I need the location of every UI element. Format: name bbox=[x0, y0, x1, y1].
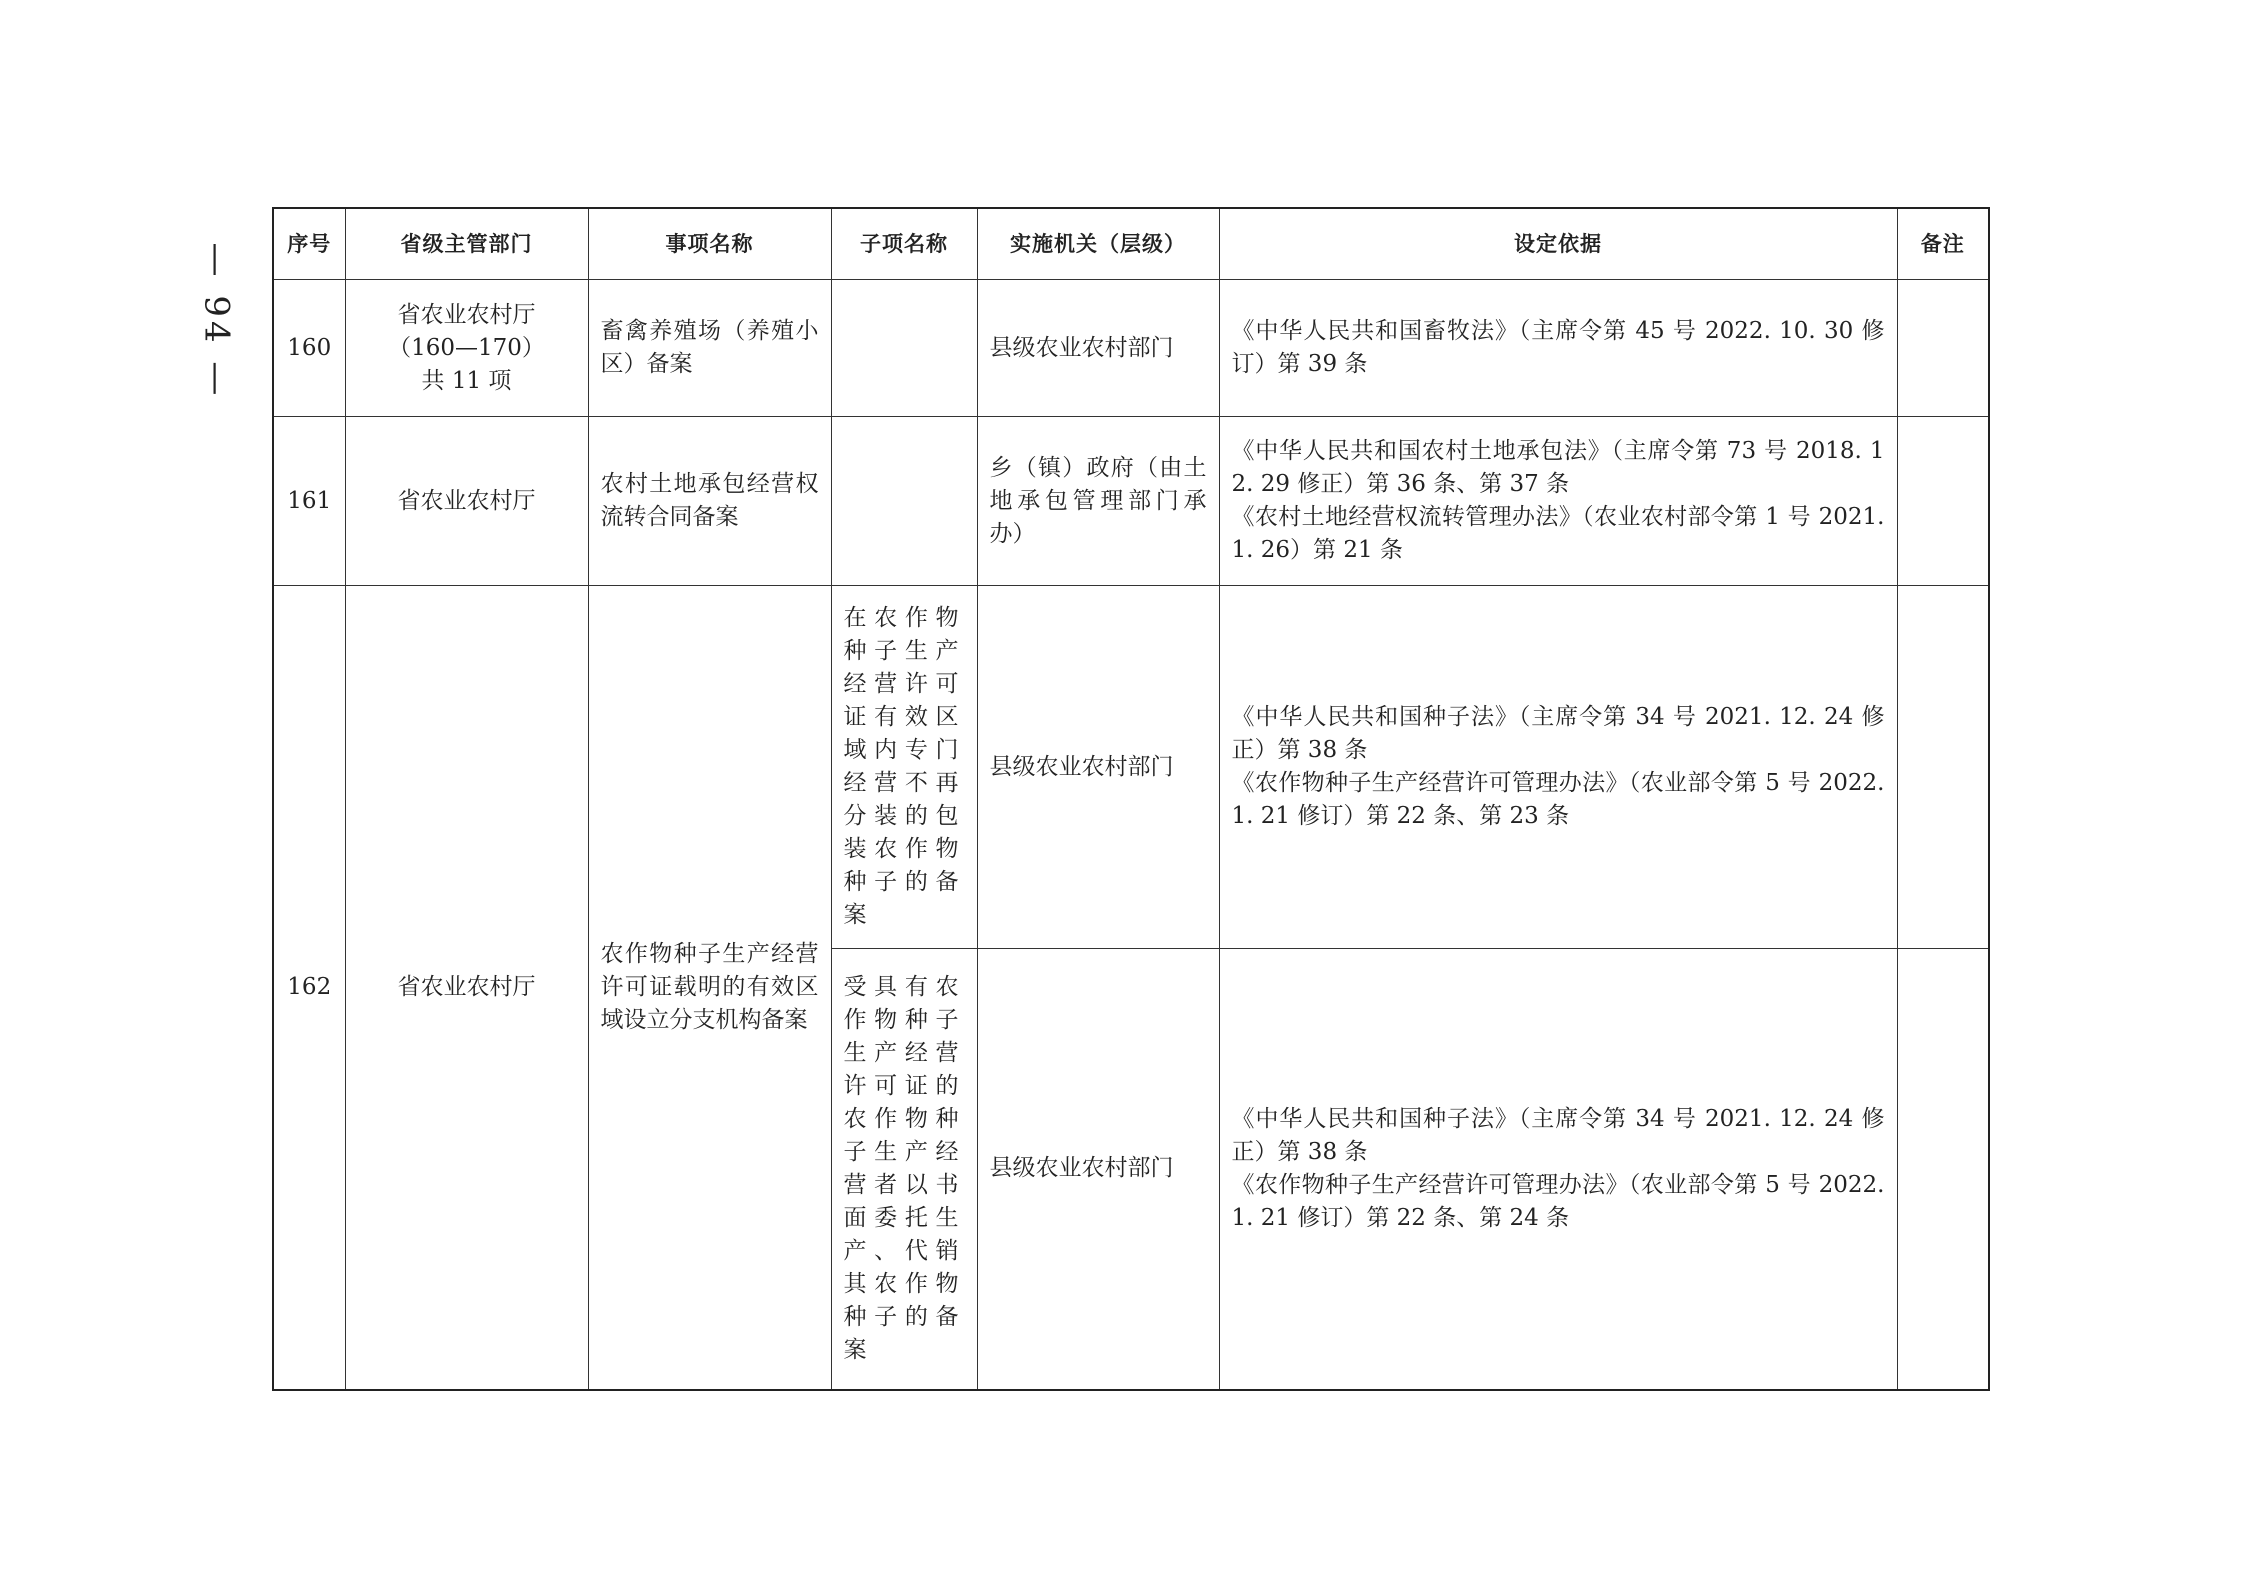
note-cell bbox=[1897, 417, 1989, 586]
subitem-cell bbox=[831, 417, 977, 586]
basis-line: 《中华人民共和国农村土地承包法》（主席令第 73 号 2018. 12. 29 修正）第 36 条、第 37 条 bbox=[1231, 438, 1885, 497]
agency-cell: 乡（镇）政府（由土地承包管理部门承办） bbox=[977, 417, 1219, 586]
item-cell: 农作物种子生产经营许可证载明的有效区域设立分支机构备案 bbox=[588, 586, 831, 1390]
dept-cell bbox=[345, 417, 588, 586]
basis-line: 《中华人民共和国种子法》（主席令第 34 号 2021. 12. 24 修正）第 38 条 bbox=[1231, 1105, 1885, 1165]
dept-cell bbox=[345, 586, 588, 1390]
col-header-item: 事项名称 bbox=[588, 208, 831, 280]
seq-cell: 160 bbox=[273, 280, 345, 417]
basis-line: 《中华人民共和国畜牧法》（主席令第 45 号 2022. 10. 30 修订）第 39 条 bbox=[1231, 318, 1885, 377]
col-header-basis: 设定依据 bbox=[1219, 208, 1897, 280]
basis-line: 《农作物种子生产经营许可管理办法》（农业部令第 5 号 2022. 1. 21 修订）第 22 条、第 24 条 bbox=[1231, 1171, 1885, 1231]
table-header-row bbox=[273, 208, 1989, 280]
dept-cell bbox=[345, 280, 588, 417]
table-row bbox=[273, 417, 1989, 586]
col-header-seq: 序号 bbox=[273, 208, 345, 280]
table-row bbox=[273, 280, 1989, 417]
subitem-cell: 受具有农作物种子生产经营许可证的农作物种子生产经营者以书面委托生产、代销其农作物种子的备案 bbox=[831, 949, 977, 1390]
seq-cell: 162 bbox=[273, 586, 345, 1390]
subitem-cell bbox=[831, 280, 977, 417]
matters-table bbox=[272, 207, 1990, 1391]
col-header-dept: 省级主管部门 bbox=[345, 208, 588, 280]
basis-cell bbox=[1219, 586, 1897, 949]
agency-cell: 县级农业农村部门 bbox=[977, 586, 1219, 949]
subitem-cell: 在农作物种子生产经营许可证有效区域内专门经营不再分装的包装农作物种子的备案 bbox=[831, 586, 977, 949]
agency-cell: 县级农业农村部门 bbox=[977, 280, 1219, 417]
table-row bbox=[273, 586, 1989, 949]
note-cell bbox=[1897, 949, 1989, 1390]
basis-line: 《农作物种子生产经营许可管理办法》（农业部令第 5 号 2022. 1. 21 修订）第 22 条、第 23 条 bbox=[1231, 770, 1885, 829]
col-header-subitem: 子项名称 bbox=[831, 208, 977, 280]
item-cell: 农村土地承包经营权流转合同备案 bbox=[588, 417, 831, 586]
basis-line: 《中华人民共和国种子法》（主席令第 34 号 2021. 12. 24 修正）第 38 条 bbox=[1231, 704, 1885, 763]
note-cell bbox=[1897, 586, 1989, 949]
dept-line: 省农业农村厅 bbox=[397, 301, 536, 328]
agency-cell: 县级农业农村部门 bbox=[977, 949, 1219, 1390]
page-number: — 94 — bbox=[196, 242, 237, 400]
basis-cell bbox=[1219, 280, 1897, 417]
item-cell: 畜禽养殖场（养殖小区）备案 bbox=[588, 280, 831, 417]
basis-line: 《农村土地经营权流转管理办法》（农业农村部令第 1 号 2021. 1. 26）第 21 条 bbox=[1231, 504, 1885, 563]
basis-cell bbox=[1219, 417, 1897, 586]
seq-cell: 161 bbox=[273, 417, 345, 586]
dept-line: 共 11 项 bbox=[421, 367, 512, 394]
col-header-note: 备注 bbox=[1897, 208, 1989, 280]
basis-cell bbox=[1219, 949, 1897, 1390]
col-header-agency: 实施机关（层级） bbox=[977, 208, 1219, 280]
dept-line: 省农业农村厅 bbox=[397, 973, 536, 1000]
note-cell bbox=[1897, 280, 1989, 417]
dept-line: 省农业农村厅 bbox=[397, 487, 536, 514]
dept-line: （160—170） bbox=[388, 334, 545, 361]
